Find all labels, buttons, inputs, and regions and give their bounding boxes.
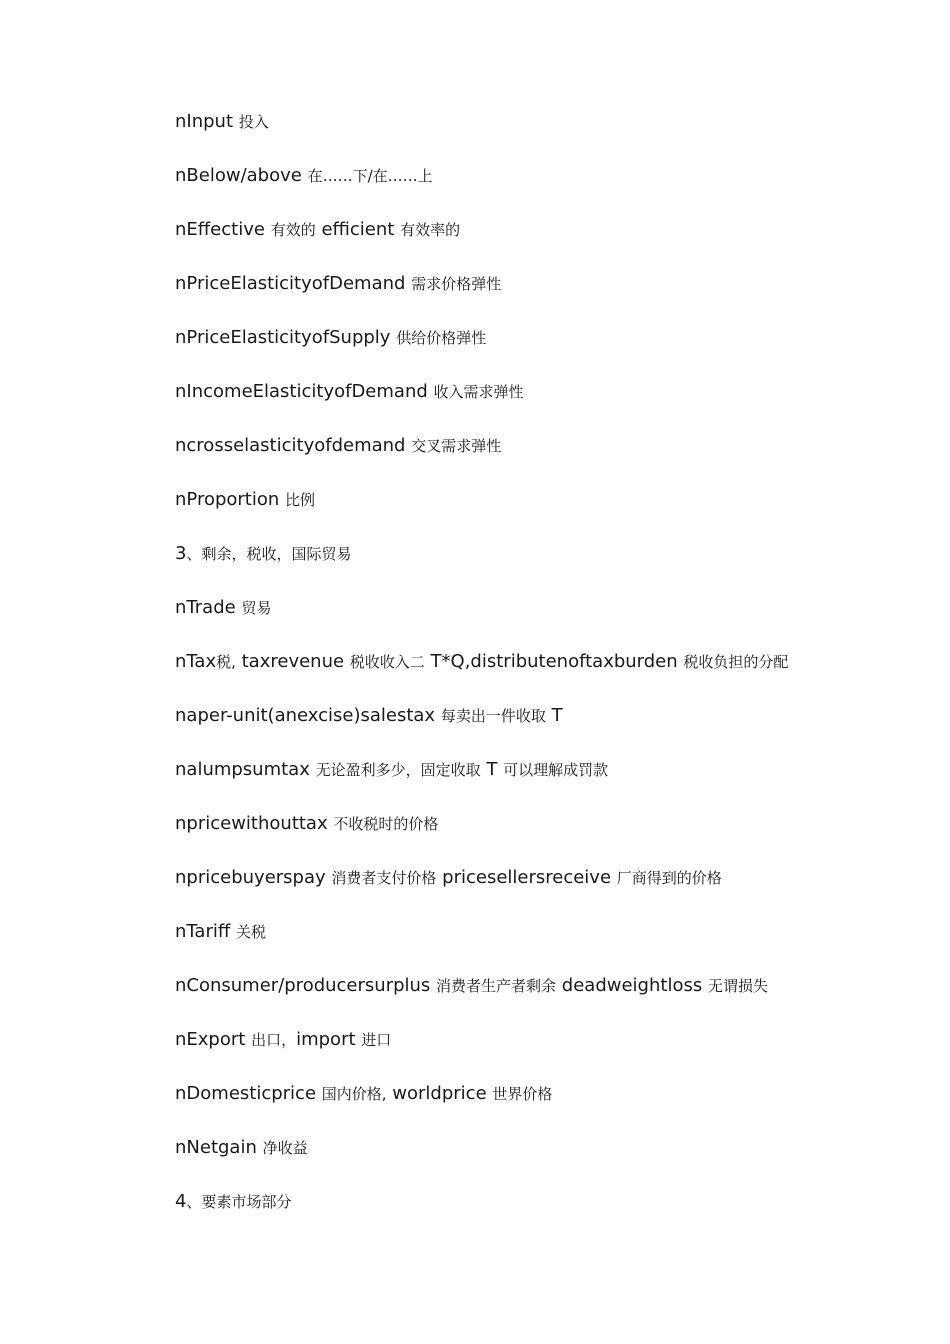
english-term: nalumpsumtax: [175, 759, 310, 780]
document-line: [175, 918, 915, 972]
english-term: nExport: [175, 1029, 246, 1050]
document-line: [175, 108, 915, 162]
english-term: deadweightloss: [561, 975, 703, 996]
chinese-text: 收入需求弹性: [433, 383, 524, 401]
document-line: [175, 540, 915, 594]
chinese-text: 投入: [238, 113, 269, 131]
chinese-text: 税收负担的分配: [683, 653, 789, 671]
english-term: ncrosselasticityofdemand: [175, 435, 406, 456]
document-line: [175, 378, 915, 432]
english-term: nProportion: [175, 489, 280, 510]
document-line: [175, 864, 915, 918]
document-line: [175, 216, 915, 270]
document-line: [175, 270, 915, 324]
chinese-text: 、剩余，税收，国际贸易: [186, 545, 352, 563]
document-line: [175, 1134, 915, 1188]
english-term: nBelow/above: [175, 165, 302, 186]
english-term: npricewithouttax: [175, 813, 328, 834]
english-term: import: [296, 1029, 356, 1050]
english-term: nTariff: [175, 921, 231, 942]
chinese-text: 每卖出一件收取: [440, 707, 546, 725]
english-term: 3: [175, 543, 187, 564]
document-line: [175, 756, 915, 810]
chinese-text: 在……下/在……上: [307, 167, 433, 185]
chinese-text: 出口，: [251, 1031, 297, 1049]
chinese-text: 供给价格弹性: [396, 329, 487, 347]
chinese-text: 厂商得到的价格: [616, 869, 722, 887]
chinese-text: 消费者支付价格: [331, 869, 437, 887]
chinese-text: 进口: [361, 1031, 392, 1049]
document-line: [175, 1080, 915, 1134]
document-line: [175, 486, 915, 540]
english-term: naper-unit(anexcise)salestax: [175, 705, 436, 726]
english-term: nPriceElasticityofDemand: [175, 273, 406, 294]
chinese-text: 税收收入二: [349, 653, 425, 671]
english-term: 4: [175, 1191, 187, 1212]
english-term: npricebuyerspay: [175, 867, 326, 888]
english-term: nNetgain: [175, 1137, 257, 1158]
chinese-text: 交叉需求弹性: [411, 437, 502, 455]
chinese-text: 税,: [216, 653, 236, 671]
chinese-text: 比例: [285, 491, 316, 509]
document-line: [175, 324, 915, 378]
chinese-text: 关税: [236, 923, 267, 941]
document-line: [175, 432, 915, 486]
english-term: T: [551, 705, 563, 726]
chinese-text: 不收税时的价格: [333, 815, 439, 833]
english-term: nConsumer/producersurplus: [175, 975, 431, 996]
chinese-text: 净收益: [262, 1139, 308, 1157]
chinese-text: 无论盈利多少，固定收取: [315, 761, 481, 779]
chinese-text: 可以理解成罚款: [503, 761, 609, 779]
document-line: [175, 594, 915, 648]
english-term: nDomesticprice: [175, 1083, 317, 1104]
english-term: nInput: [175, 111, 234, 132]
chinese-text: 国内价格,: [321, 1085, 387, 1103]
document-line: [175, 702, 915, 756]
english-term: nTax: [175, 651, 217, 672]
chinese-text: 贸易: [241, 599, 272, 617]
english-term: T*Q,distributenoftaxburden: [430, 651, 678, 672]
chinese-text: 消费者生产者剩余: [436, 977, 557, 995]
document-line: [175, 648, 915, 702]
document-line: [175, 972, 915, 1026]
document-body: [175, 108, 915, 1242]
english-term: pricesellersreceive: [442, 867, 612, 888]
english-term: nEffective: [175, 219, 265, 240]
chinese-text: 有效率的: [400, 221, 461, 239]
document-line: [175, 810, 915, 864]
document-line: [175, 1188, 915, 1242]
chinese-text: 需求价格弹性: [411, 275, 502, 293]
english-term: nPriceElasticityofSupply: [175, 327, 391, 348]
english-term: efficient: [321, 219, 395, 240]
english-term: taxrevenue: [241, 651, 345, 672]
english-term: T: [486, 759, 498, 780]
chinese-text: 、要素市场部分: [186, 1193, 292, 1211]
english-term: worldprice: [392, 1083, 487, 1104]
chinese-text: 世界价格: [492, 1085, 553, 1103]
chinese-text: 有效的: [270, 221, 316, 239]
document-line: [175, 162, 915, 216]
english-term: nIncomeElasticityofDemand: [175, 381, 428, 402]
english-term: nTrade: [175, 597, 236, 618]
chinese-text: 无谓损失: [707, 977, 768, 995]
document-line: [175, 1026, 915, 1080]
